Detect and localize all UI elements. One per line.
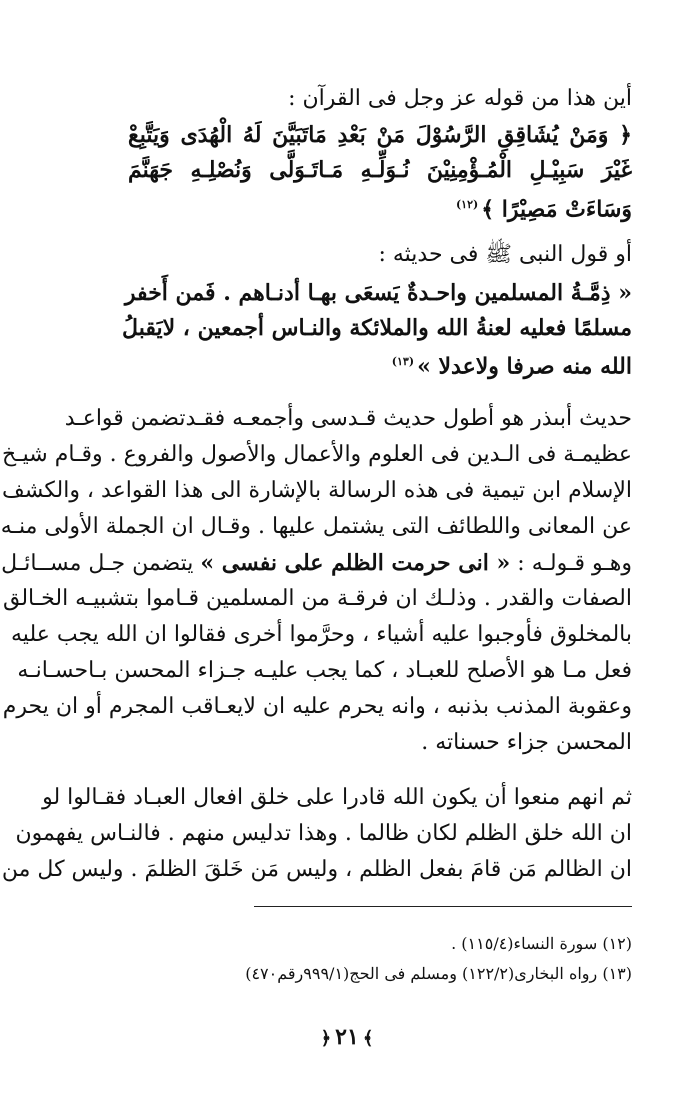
hadith-line-3: [128, 347, 632, 381]
paragraph2-line-2: ان الله خلق الظلم لكان ظالما . وهذا تدليس منهم . فالنـاس يفهمون: [15, 821, 632, 846]
quran-verse-line-3: [128, 190, 632, 224]
paragraph1-line-6: الصفات والقدر . وذلـك ان فرقـة من المسلمين قـاموا بتشبيـه الخـالق: [2, 586, 632, 611]
paragraph1-line-1: حديث أبىذر هو أطول حديث قـدسى وأجمعـه فقـدتضمن قواعـد: [64, 406, 632, 431]
paragraph1-line-9: وعقوبة المذنب بذنبه ، وانه يحرم عليه ان لايعـاقب المجرم أو ان يحرم: [2, 694, 632, 719]
quran-verse-line-2: غَيْرَ سَبِيْـلِ الْمُـؤْمِنِيْنَ نُـوَلِّـهِ مَـاتَـوَلَّى وَنُصْلِـهِ جَهَنَّمَ: [128, 157, 632, 183]
footnote-12: (١٢) سورة النساء(١١٥/٤) .: [451, 934, 632, 953]
hadith-text: الله منه صرفا ولاعدلا »: [417, 353, 632, 380]
hadith-intro-line: أو قول النبى ﷺ فى حديثه :: [378, 242, 632, 267]
paragraph1-line-2: عظيمـة فى الـدين فى العلوم والأعمال والأصول والفروع . وقـام شيـخ: [2, 442, 632, 467]
paragraph1-line-8: فعل مـا هو الأصلح للعبـاد ، كما يجب عليـه جـزاء المحسن بـاحسـانـه: [17, 658, 632, 683]
paragraph1-line-3: الإسلام ابن تيمية فى هذه الرسالة بالإشارة الى هذا القواعد ، والكشف: [1, 478, 632, 503]
paragraph1-line-5-after: يتضمن جـل مســائـل: [1, 551, 201, 576]
paragraph1-line-10: المحسن جزاء حسناته .: [421, 730, 632, 755]
paragraph1-quoted-hadith: « انى حرمت الظلم على نفسى »: [200, 550, 511, 576]
paragraph1-line-4: عن المعانى واللطائف التى يشتمل عليها . وقـال ان الجملة الأولى منـه: [0, 514, 632, 539]
paragraph1-line-5: [1, 548, 632, 579]
quran-intro-line: أين هذا من قوله عز وجل فى القرآن :: [288, 86, 632, 111]
quran-verse-text: وَسَاءَتْ مَصِيْرًا ﴾: [481, 196, 632, 223]
paragraph2-line-3: ان الظالم مَن قامَ بفعل الظلم ، وليس مَن خَلقَ الظلمَ . وليس كل من: [1, 857, 632, 882]
hadith-footnote-ref: (١٣): [391, 355, 415, 368]
paragraph1-line-7: بالمخلوق فأوجبوا عليه أشياء ، وحرَّموا أخرى فقالوا ان الله يجب عليه: [11, 622, 632, 647]
paragraph1-line-5-before: وهـو قـولـه :: [510, 551, 632, 576]
page-number-right-ornament: ﴾: [362, 1028, 374, 1049]
page-number: [0, 1024, 694, 1050]
hadith-line-2: مسلمًا فعليه لعنةُ الله والملائكة والنـاس أجمعين ، لايَقبلُ: [122, 315, 632, 341]
footnote-separator: [254, 906, 632, 907]
page-number-value: ٢١: [335, 1024, 359, 1050]
page-number-left-ornament: ﴿: [320, 1028, 332, 1049]
quran-verse-line-1: ﴿ وَمَنْ يُشَاقِقِ الرَّسُوْلَ مَنْ بَعْدِ مَاتَبَيَّنَ لَهُ الْهُدَى وَيَتَّبِعْ: [128, 122, 632, 148]
quran-verse-footnote-ref: (١٢): [455, 198, 479, 211]
footnote-13: (١٣) رواه البخارى(١٢٢/٢) ومسلم فى الحج(٩٩٩/١رقم٤٧٠): [245, 964, 632, 983]
paragraph2-line-1: ثم انهم منعوا أن يكون الله قادرا على خلق افعال العبـاد فقـالوا لو: [42, 785, 632, 810]
hadith-line-1: « ذِمَّـةُ المسلمين واحـدةٌ يَسعَى بهـا أدنـاهم . فَمن أَخفر: [124, 280, 632, 306]
